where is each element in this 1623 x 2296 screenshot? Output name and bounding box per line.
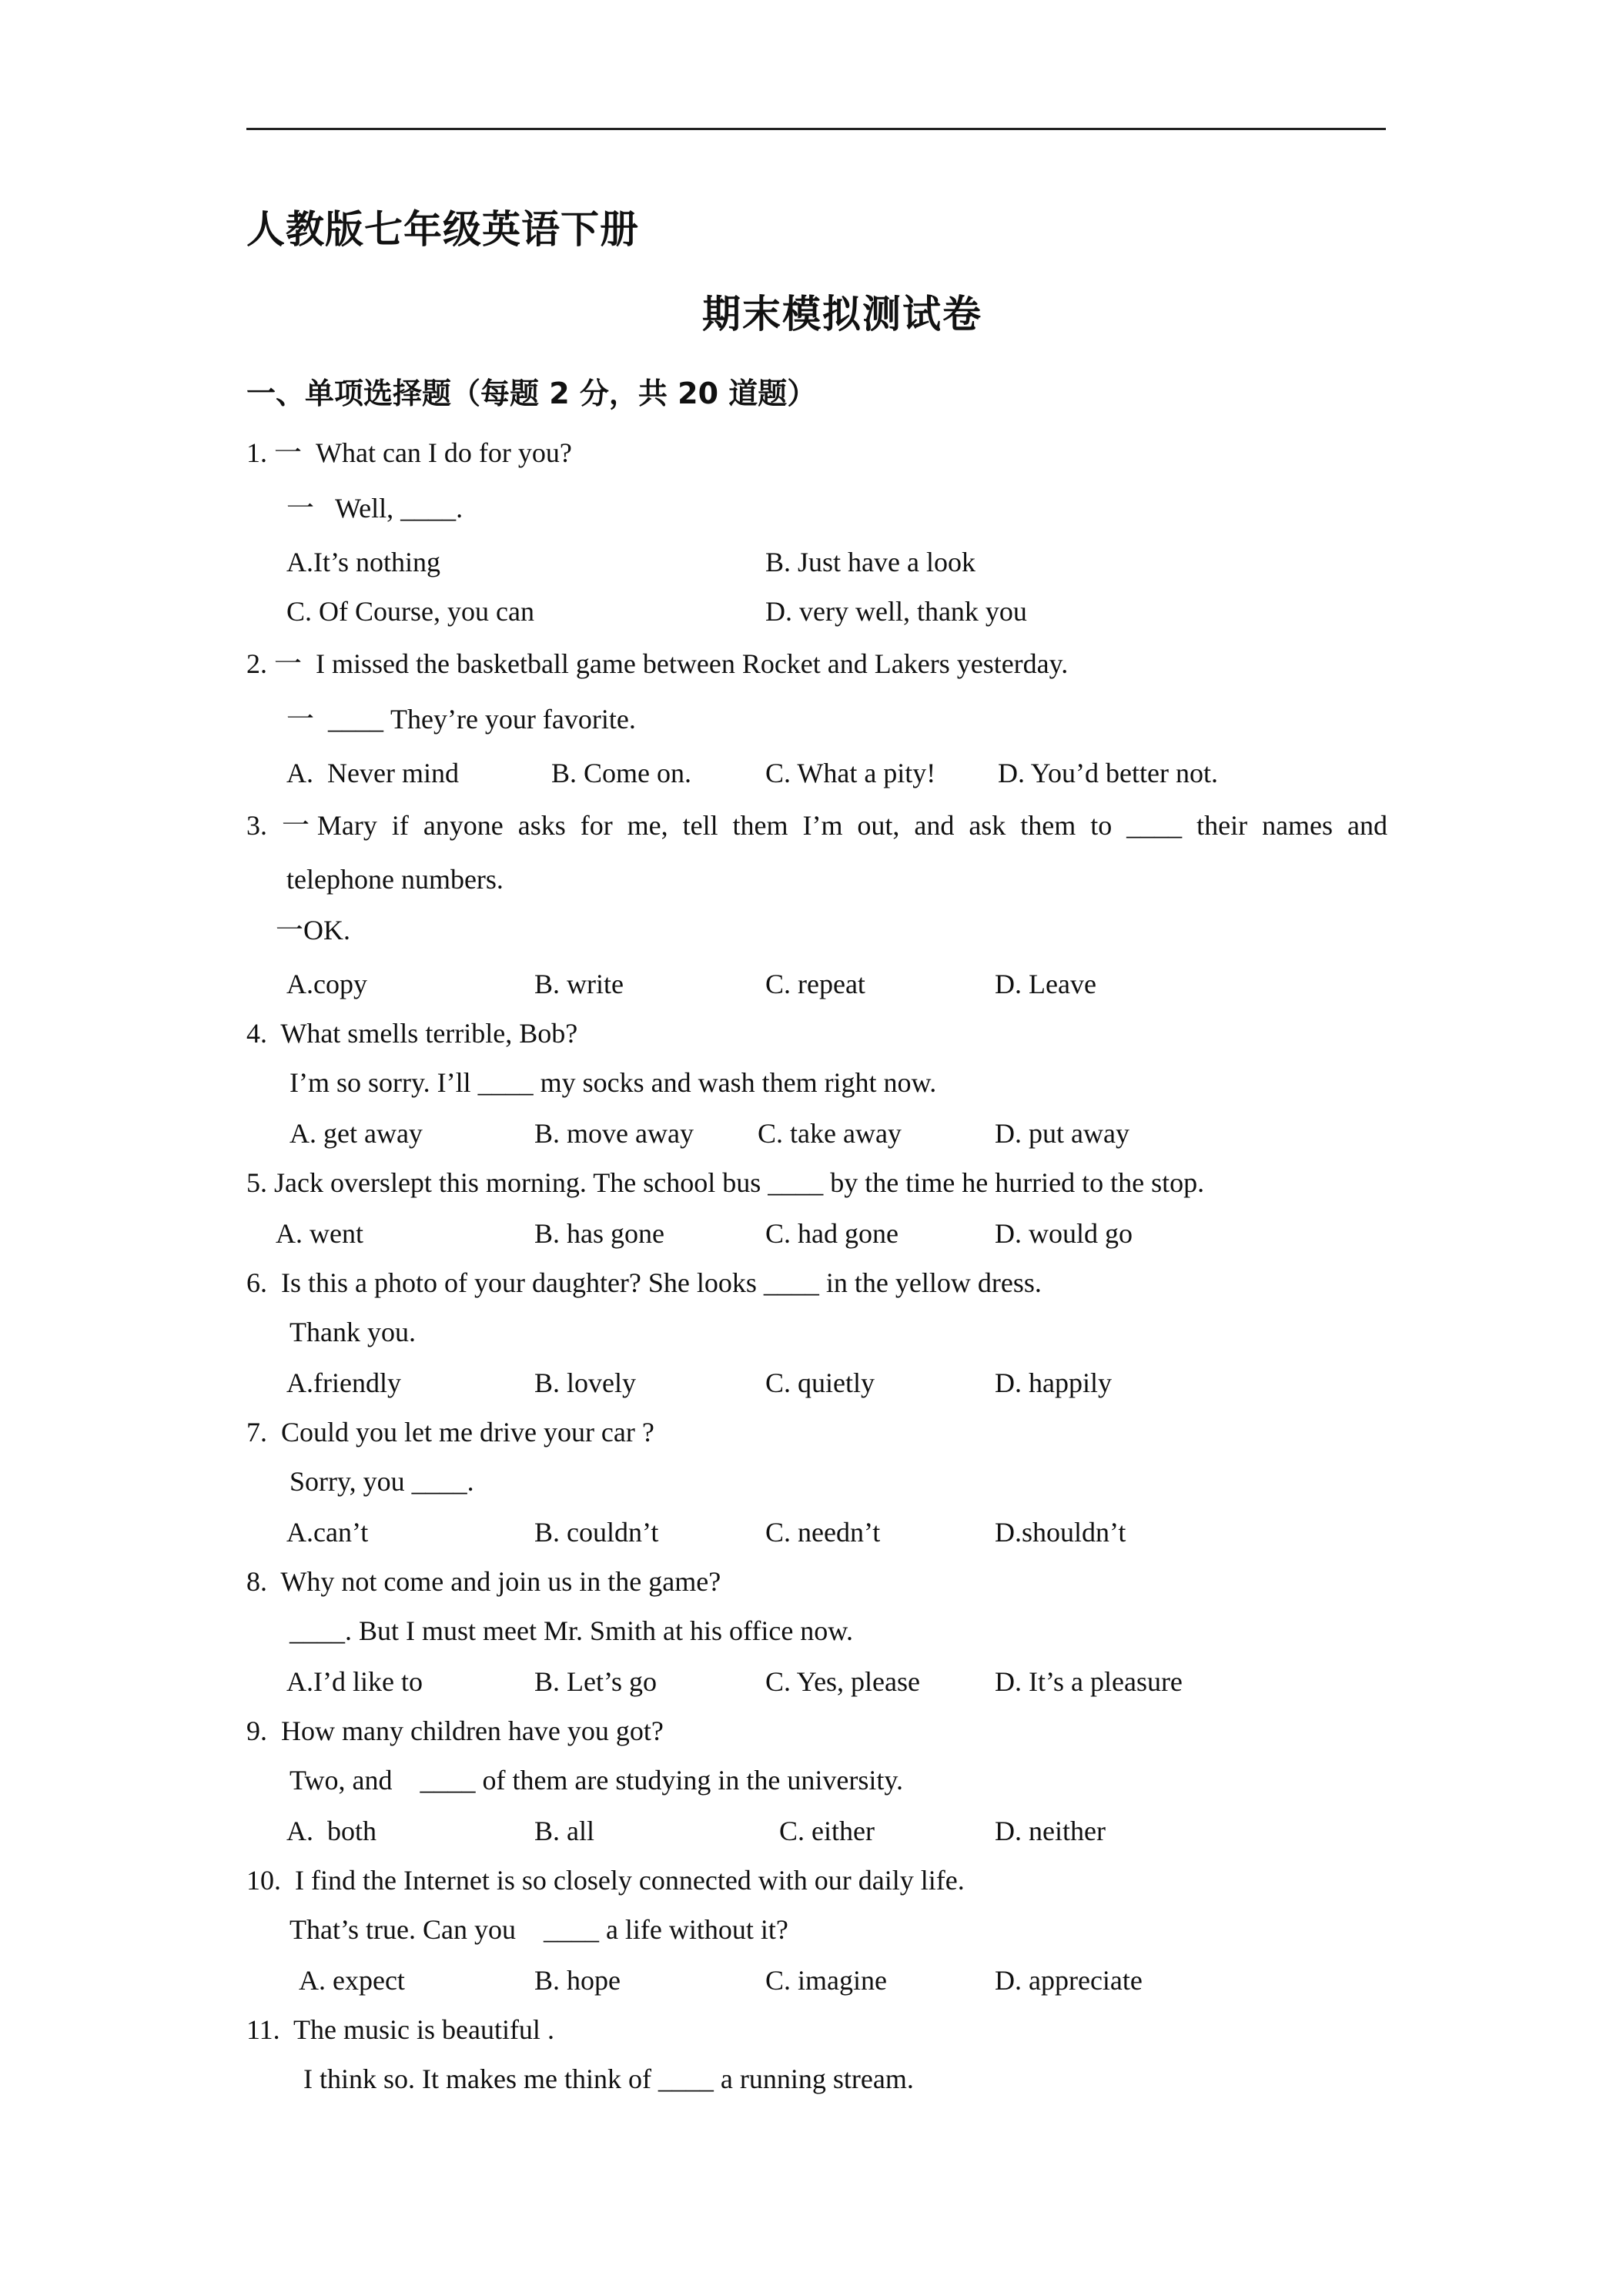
question-10-option-d: D. appreciate <box>995 1965 1143 1996</box>
question-3-reply: 一OK. <box>276 915 350 946</box>
question-1-option-d: D. very well, thank you <box>765 596 1027 627</box>
question-10-option-c: C. imagine <box>765 1965 887 1996</box>
question-4-option-a: A. get away <box>289 1118 423 1149</box>
question-9-option-b: B. all <box>534 1816 594 1846</box>
question-8-stem: 8. Why not come and join us in the game? <box>246 1566 721 1597</box>
question-8-option-b: B. Let’s go <box>534 1666 657 1697</box>
question-9-stem: 9. How many children have you got? <box>246 1715 664 1746</box>
question-3-option-a: A.copy <box>286 969 367 999</box>
question-10-reply: That’s true. Can you ____ a life without it? <box>289 1914 788 1945</box>
document-subtitle: 期末模拟测试卷 <box>702 292 982 336</box>
question-4-option-c: C. take away <box>758 1118 902 1149</box>
question-9-option-c: C. either <box>779 1816 875 1846</box>
question-10-stem: 10. I find the Internet is so closely connected with our daily life. <box>246 1865 965 1896</box>
document-title: 人教版七年级英语下册 <box>246 207 639 252</box>
question-6-option-d: D. happily <box>995 1367 1112 1398</box>
question-2-option-c: C. What a pity! <box>765 758 936 788</box>
question-6-option-c: C. quietly <box>765 1367 875 1398</box>
question-3-option-d: D. Leave <box>995 969 1096 999</box>
question-5-stem: 5. Jack overslept this morning. The school bus ____ by the time he hurried to the stop. <box>246 1167 1205 1198</box>
question-8-reply: ____. But I must meet Mr. Smith at his office now. <box>289 1615 853 1646</box>
question-4-reply: I’m so sorry. I’ll ____ my socks and wash them right now. <box>289 1067 937 1098</box>
question-9-option-a: A. both <box>286 1816 376 1846</box>
question-3-option-c: C. repeat <box>765 969 865 999</box>
question-1-reply: 一 Well, ____. <box>286 493 463 524</box>
question-5-option-c: C. had gone <box>765 1218 899 1249</box>
question-7-stem: 7. Could you let me drive your car ? <box>246 1417 654 1448</box>
question-5-option-b: B. has gone <box>534 1218 664 1249</box>
question-1-stem: 1. 一 What can I do for you? <box>246 437 572 468</box>
question-4-option-b: B. move away <box>534 1118 694 1149</box>
question-1-option-b: B. Just have a look <box>765 547 975 577</box>
question-7-option-c: C. needn’t <box>765 1517 881 1548</box>
question-8-option-c: C. Yes, please <box>765 1666 921 1697</box>
question-5-option-d: D. would go <box>995 1218 1133 1249</box>
question-7-option-d: D.shouldn’t <box>995 1517 1126 1548</box>
question-4-stem: 4. What smells terrible, Bob? <box>246 1018 578 1049</box>
question-6-option-a: A.friendly <box>286 1367 401 1398</box>
question-7-reply: Sorry, you ____. <box>289 1466 474 1497</box>
question-6-stem: 6. Is this a photo of your daughter? She looks ____ in the yellow dress. <box>246 1267 1042 1298</box>
question-2-reply: 一 ____ They’re your favorite. <box>286 704 636 735</box>
question-2-option-d: D. You’d better not. <box>998 758 1218 788</box>
question-3-stem: 3. 一Mary if anyone asks for me, tell them I’m out, and ask them to ____ their names and <box>246 810 1387 841</box>
question-9-reply: Two, and ____ of them are studying in the university. <box>289 1765 904 1796</box>
header-rule <box>246 128 1386 130</box>
question-7-option-a: A.can’t <box>286 1517 369 1548</box>
question-11-stem: 11. The music is beautiful . <box>246 2014 554 2045</box>
question-10-option-a: A. expect <box>299 1965 405 1996</box>
question-6-option-b: B. lovely <box>534 1367 636 1398</box>
question-2-stem: 2. 一 I missed the basketball game between Rocket and Lakers yesterday. <box>246 648 1069 679</box>
question-8-option-d: D. It’s a pleasure <box>995 1666 1183 1697</box>
question-8-option-a: A.I’d like to <box>286 1666 423 1697</box>
question-1-option-c: C. Of Course, you can <box>286 596 534 627</box>
question-1-option-a: A.It’s nothing <box>286 547 441 577</box>
question-3-stem-continued: telephone numbers. <box>286 864 504 895</box>
question-2-option-a: A. Never mind <box>286 758 459 788</box>
question-4-option-d: D. put away <box>995 1118 1129 1149</box>
question-5-option-a: A. went <box>276 1218 363 1249</box>
question-11-reply: I think so. It makes me think of ____ a running stream. <box>303 2063 914 2094</box>
question-9-option-d: D. neither <box>995 1816 1106 1846</box>
question-2-option-b: B. Come on. <box>551 758 692 788</box>
question-10-option-b: B. hope <box>534 1965 621 1996</box>
question-7-option-b: B. couldn’t <box>534 1517 659 1548</box>
question-6-reply: Thank you. <box>289 1317 416 1347</box>
question-3-option-b: B. write <box>534 969 624 999</box>
section-heading: 一、单项选择题（每题 2 分，共 20 道题） <box>246 377 817 410</box>
